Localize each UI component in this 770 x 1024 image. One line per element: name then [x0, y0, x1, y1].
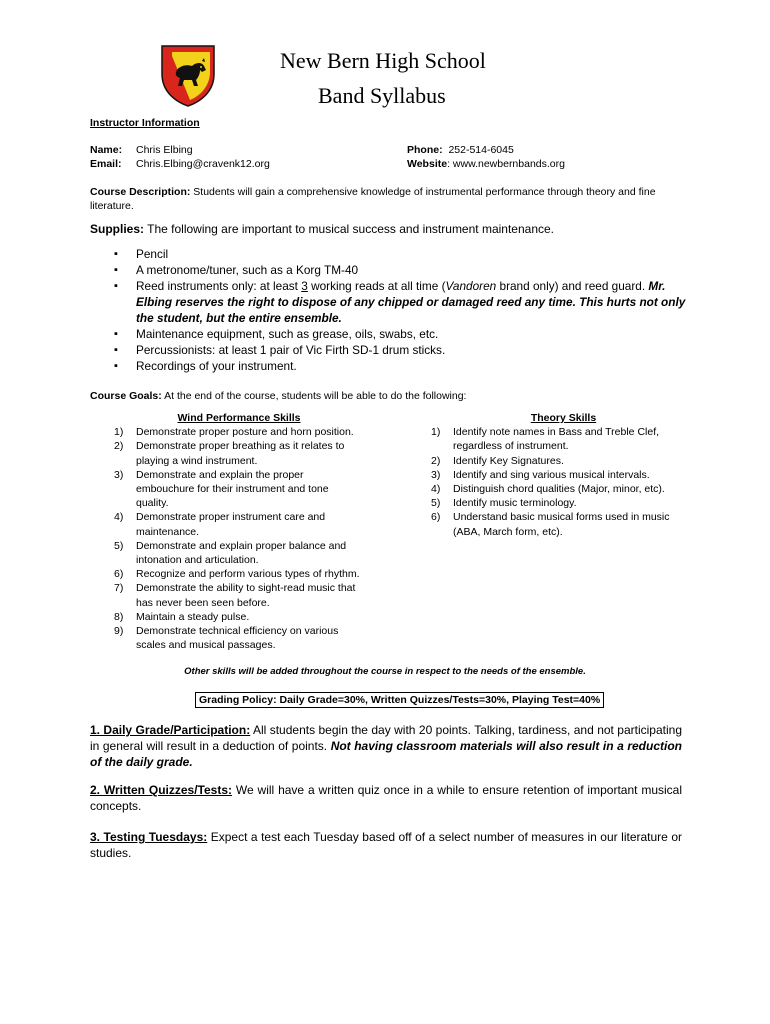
list-item [114, 425, 364, 439]
list-text: Demonstrate and explain proper balance and intonation and articulation. [136, 539, 347, 567]
list-text: Distinguish chord qualities (Major, minor, etc). [453, 483, 665, 496]
list-number: 4) [114, 511, 124, 524]
list-number: 6) [114, 568, 124, 581]
list-item: ▪ Reed instruments only: at least 3 working reads at all time (Vandoren brand only) and reed guard. Mr. Elbing reserves the right to dispose of any chipped or damaged reed any time. This hurts not only the student, but the entire ensemble. [114, 278, 694, 326]
list-text: Demonstrate proper instrument care and maintenance. [136, 511, 326, 538]
list-item: ▪ Pencil [114, 246, 694, 262]
list-text: Demonstrate the ability to sight-read music that has never been seen before. [136, 582, 356, 609]
list-number: 2) [114, 440, 124, 453]
course-goals-intro: Course Goals: At the end of the course, students will be able to do the following: [90, 390, 467, 402]
list-number: 5) [431, 497, 441, 510]
list-item [431, 510, 676, 538]
list-number: 5) [114, 539, 124, 552]
supplies-list [114, 246, 694, 374]
testing-tuesdays-paragraph: 3. Testing Tuesdays: Expect a test each Tuesday based off of a select number of measures in our literature or studies. [90, 830, 682, 860]
theory-skills-heading: Theory Skills [530, 412, 597, 424]
list-number: 1) [114, 426, 124, 439]
theory-skills-list [431, 411, 676, 539]
list-item [114, 510, 364, 538]
list-number: 3) [431, 468, 441, 481]
skills-note: Other skills will be added throughout the course in respect to the needs of the ensemble. [184, 666, 586, 677]
list-text: Recognize and perform various types of rhythm. [136, 568, 360, 581]
list-item [431, 482, 676, 496]
list-text: Understand basic musical forms used in music (ABA, March form, etc). [453, 511, 670, 538]
list-item [114, 567, 364, 581]
list-item: ▪ Maintenance equipment, such as grease, oils, swabs, etc. [114, 326, 694, 342]
instructor-phone-row: Phone: 252-514-6045 [407, 144, 514, 156]
instructor-phone: 252-514-6045 [448, 144, 514, 156]
bear-crest-icon [160, 44, 216, 108]
list-item: ▪ A metronome/tuner, such as a Korg TM-40 [114, 262, 694, 278]
list-number: 9) [114, 625, 124, 638]
daily-grade-paragraph: 1. Daily Grade/Participation: All students begin the day with 20 points. Talking, tardiness, and not participating in general will result in a deduction of points. Not having classroom materials will also result in a reduction of the daily grade. [90, 723, 682, 769]
list-text: Identify note names in Bass and Treble Clef, regardless of instrument. [453, 426, 660, 453]
instructor-name-row: Name: Chris Elbing [90, 144, 193, 156]
list-item [431, 454, 676, 468]
list-number: 6) [431, 511, 441, 524]
list-item [114, 439, 364, 467]
instructor-website-row: Website: www.newbernbands.org [407, 158, 565, 170]
list-item: ▪ Recordings of your instrument. [114, 358, 694, 374]
supplies-intro: Supplies: The following are important to musical success and instrument maintenance. [90, 222, 554, 236]
list-number: 8) [114, 610, 124, 623]
list-text: Identify and sing various musical intervals. [453, 468, 650, 481]
list-number: 2) [431, 454, 441, 467]
page-title: Band Syllabus [318, 83, 446, 108]
written-quizzes-paragraph: 2. Written Quizzes/Tests: We will have a written quiz once in a while to ensure retention of important musical concepts. [90, 783, 683, 813]
instructor-email-row: Email: Chris.Elbing@cravenk12.org [90, 158, 270, 170]
list-item [114, 581, 364, 609]
list-item [431, 496, 676, 510]
list-item: ▪ Percussionists: at least 1 pair of Vic Firth SD-1 drum sticks. [114, 342, 694, 358]
list-text: Identify music terminology. [453, 497, 577, 510]
instructor-website: : www.newbernbands.org [447, 158, 565, 170]
list-text: Identify Key Signatures. [453, 454, 564, 467]
instructor-name: Chris Elbing [136, 144, 193, 156]
instructor-heading: Instructor Information [90, 117, 200, 129]
list-item [114, 624, 364, 652]
course-description: Course Description: Students will gain a comprehensive knowledge of instrumental performance through theory and fine literature. [90, 186, 656, 212]
list-text: Demonstrate technical efficiency on various scales and musical passages. [136, 625, 339, 652]
list-text: Demonstrate proper posture and horn position. [136, 426, 354, 439]
instructor-email: Chris.Elbing@cravenk12.org [136, 158, 270, 170]
list-item [114, 610, 364, 624]
list-text: Demonstrate proper breathing as it relates to playing a wind instrument. [136, 440, 345, 467]
grading-policy: Grading Policy: Daily Grade=30%, Written Quizzes/Tests=30%, Playing Test=40% [195, 692, 604, 708]
wind-skills-list [114, 411, 364, 652]
school-name: New Bern High School [280, 48, 486, 73]
list-number: 4) [431, 483, 441, 496]
wind-skills-heading: Wind Performance Skills [177, 412, 301, 424]
list-text: Demonstrate and explain the proper embouchure for their instrument and tone quality. [136, 468, 329, 510]
list-number: 1) [431, 426, 441, 439]
list-item [431, 468, 676, 482]
list-text: Maintain a steady pulse. [136, 610, 250, 623]
list-item [114, 468, 364, 511]
list-item [431, 425, 676, 453]
list-number: 7) [114, 582, 124, 595]
list-number: 3) [114, 468, 124, 481]
list-item [114, 539, 364, 567]
